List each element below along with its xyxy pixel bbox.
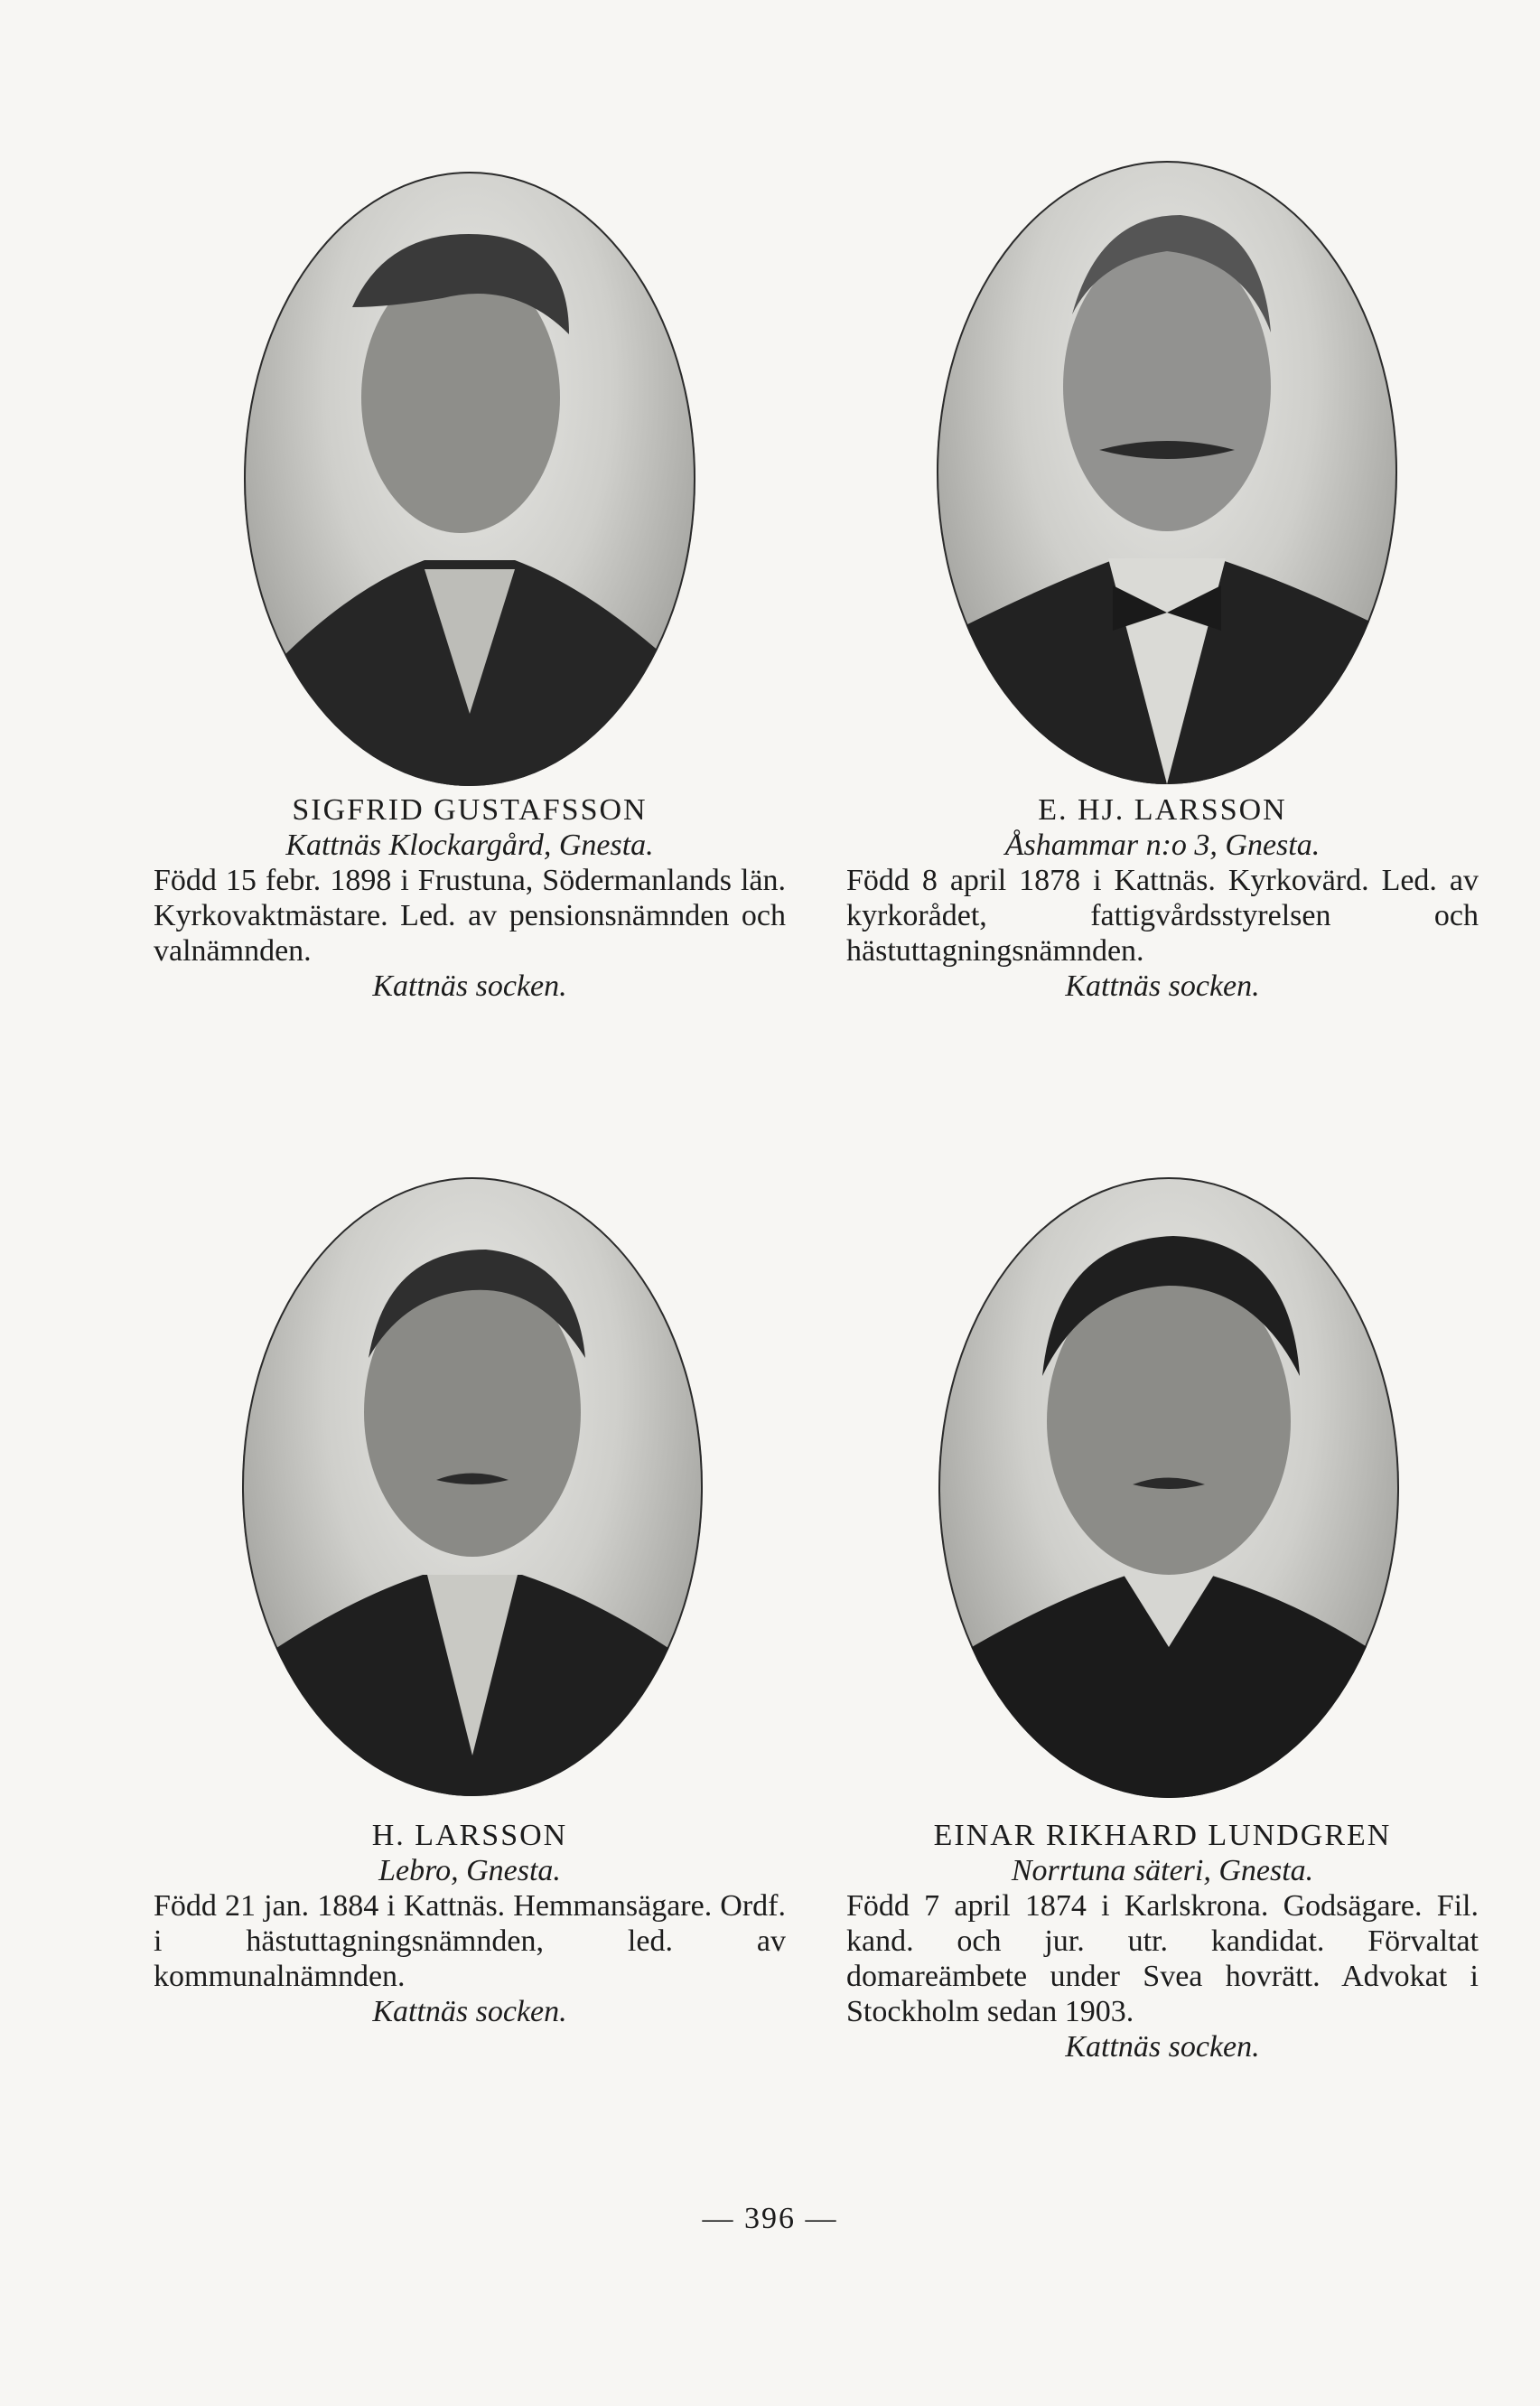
parish: Kattnäs socken. [1065, 2030, 1260, 2064]
caption [846, 792, 1479, 1004]
caption [154, 1818, 786, 2029]
caption [846, 1818, 1479, 2064]
portrait-photo [242, 1177, 703, 1796]
residence: Norrtuna säteri, Gnesta. [1011, 1854, 1314, 1887]
portrait-figure-icon [937, 161, 1397, 784]
portrait-figure-icon [244, 172, 695, 786]
residence: Åshammar n:o 3, Gnesta. [1004, 829, 1321, 862]
portrait-photo [244, 172, 695, 786]
caption [154, 792, 786, 1004]
portrait-figure-icon [242, 1177, 703, 1796]
parish: Kattnäs socken. [372, 1995, 567, 2028]
portrait-figure-icon [938, 1177, 1399, 1798]
person-name: E. HJ. LARSSON [1038, 793, 1287, 827]
residence: Lebro, Gnesta. [378, 1854, 561, 1887]
person-name: H. LARSSON [371, 1819, 568, 1852]
parish: Kattnäs socken. [372, 969, 567, 1003]
parish: Kattnäs socken. [1065, 969, 1260, 1003]
biography: Född 21 jan. 1884 i Kattnäs. Hemmansägare. Ordf. i hästuttagningsnämnden, led. av kommunalnämnden. [154, 1889, 786, 1993]
person-name: EINAR RIKHARD LUNDGREN [933, 1819, 1392, 1852]
person-name: SIGFRID GUSTAFSSON [292, 793, 648, 827]
portrait-photo [938, 1177, 1399, 1798]
residence: Kattnäs Klockargård, Gnesta. [285, 829, 654, 862]
biography: Född 7 april 1874 i Karlskrona. Godsägare. Fil. kand. och jur. utr. kandidat. Förvaltat domareämbete under Svea hovrätt. Advokat i Stockholm sedan 1903. [846, 1889, 1479, 2028]
page-number: — 396 — [702, 2202, 838, 2235]
portrait-photo [937, 161, 1397, 784]
biography: Född 8 april 1878 i Kattnäs. Kyrkovärd. Led. av kyrkorådet, fattigvårdsstyrelsen och hästuttagningsnämnden. [846, 864, 1479, 968]
biography: Född 15 febr. 1898 i Frustuna, Södermanlands län. Kyrkovaktmästare. Led. av pensionsnämnden och valnämnden. [154, 864, 786, 968]
